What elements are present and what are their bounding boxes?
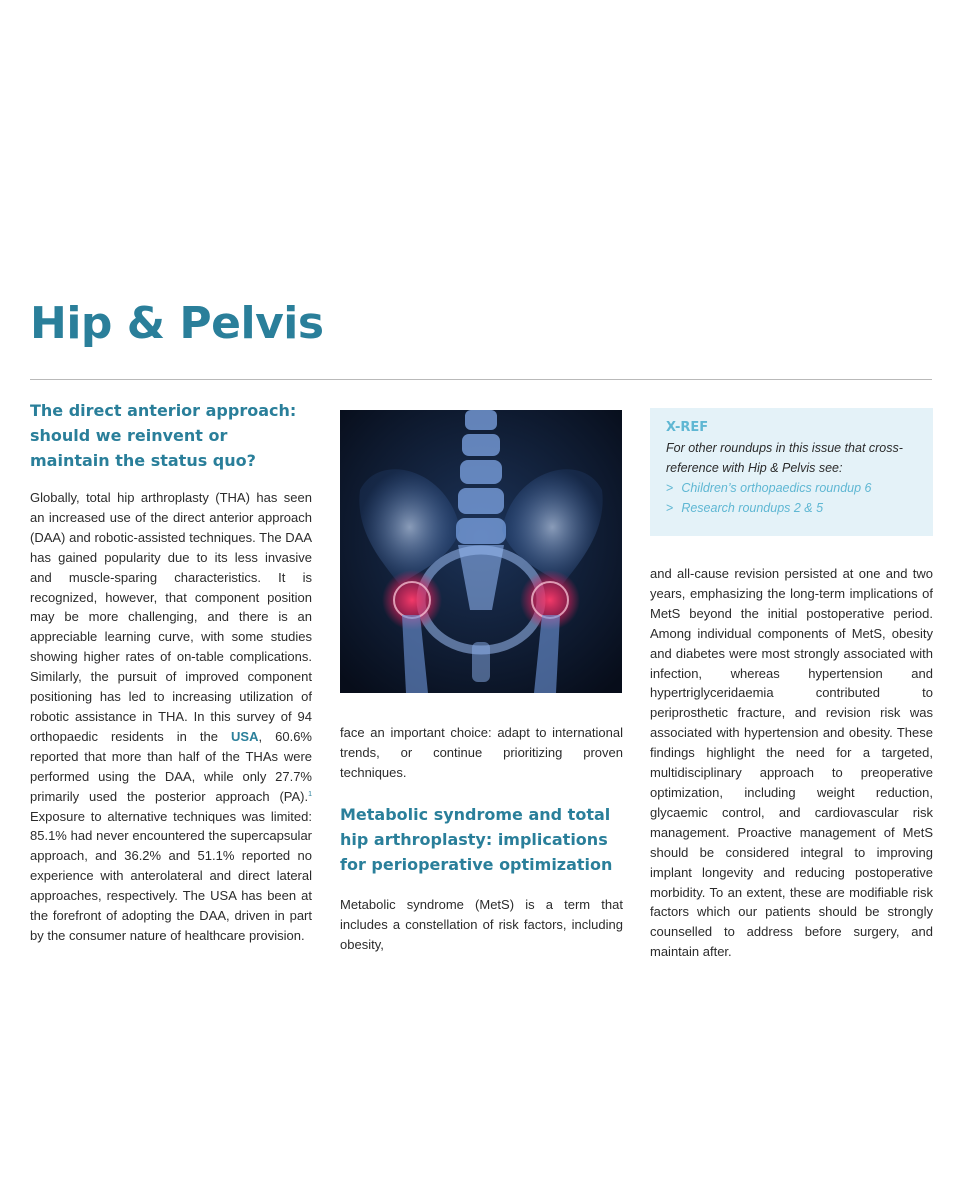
- article-heading-direct-anterior: The direct anterior approach: should we reinvent or maintain the status quo?: [30, 401, 297, 470]
- xref-item-label: Children’s orthopaedics roundup 6: [681, 481, 872, 495]
- xref-intro: For other roundups in this issue that cross-reference with Hip & Pelvis see:: [666, 441, 903, 475]
- article-body-direct-anterior: [30, 488, 312, 946]
- reference-marker[interactable]: 1: [308, 790, 312, 798]
- title-divider: [30, 379, 932, 380]
- chevron-right-icon: >: [666, 501, 674, 515]
- article-heading-metabolic-syndrome: Metabolic syndrome and total hip arthroplasty: implications for perioperative optimization: [340, 804, 613, 874]
- body-text-part2: , 60.6% reported that more than half of the THAs were performed using the DAA, while only 27.7% primarily used the posterior approach (PA).: [30, 728, 312, 804]
- article-body-continued: face an important choice: adapt to international trends, or continue prioritizing proven techniques.: [340, 725, 623, 780]
- xref-item[interactable]: [666, 478, 919, 498]
- chevron-right-icon: >: [666, 481, 674, 495]
- article-body-metabolic-continued: and all-cause revision persisted at one and two years, emphasizing the long-term implications of MetS beyond the initial postoperative period. Among individual components of MetS, obesity and diabetes were most strongly associated with infection, whereas hypertension and hypertriglyceridaemia contributed to periprosthetic fracture, and revision risk was associated with hypertension and obesity. These findings highlight the need for a targeted, multidisciplinary approach to preoperative optimization, including weight reduction, glycaemic control, and cardiovascular risk management. Proactive management of MetS should be considered integral to improving implant longevity and reducing postoperative morbidity. To an extent, these are modifiable risk factors which our patients should be strongly counselled to address before surgery, and maintain after.: [650, 566, 933, 960]
- pelvis-xray-image: [340, 410, 622, 693]
- usa-link[interactable]: USA: [231, 728, 259, 744]
- article-body-metabolic-syndrome: Metabolic syndrome (MetS) is a term that includes a constellation of risk factors, including obesity,: [340, 896, 623, 952]
- body-text-part1: Globally, total hip arthroplasty (THA) has seen an increased use of the direct anterior approach (DAA) and robotic-assisted techniques. The DAA has gained popularity due to its less invasive and muscle-sparing characteristics. It is recognized, however, that component position may be more challenging, and there is an appreciable learning curve, with some studies showing higher rates of on-table complications. Similarly, the pursuit of improved component positioning has led to increasing utilization of robotic assistance in THA. In this survey of 94 orthopaedic residents in the: [30, 490, 312, 744]
- xref-item[interactable]: [666, 498, 919, 518]
- body-text-part3: Exposure to alternative techniques was limited: 85.1% had never encountered the supercapsular approach, and 36.2% and 51.1% reported no experience with anterolateral and direct lateral approaches, respectively. The USA has been at the forefront of adopting the DAA, driven in part by the consumer nature of healthcare provision.: [30, 808, 312, 943]
- column-2: [340, 410, 623, 954]
- xref-box: [650, 408, 933, 536]
- xref-item-label: Research roundups 2 & 5: [681, 501, 824, 515]
- column-3: [650, 408, 933, 962]
- page-title: Hip & Pelvis: [30, 298, 324, 349]
- xref-title: X-REF: [666, 420, 709, 435]
- column-1: [30, 398, 312, 946]
